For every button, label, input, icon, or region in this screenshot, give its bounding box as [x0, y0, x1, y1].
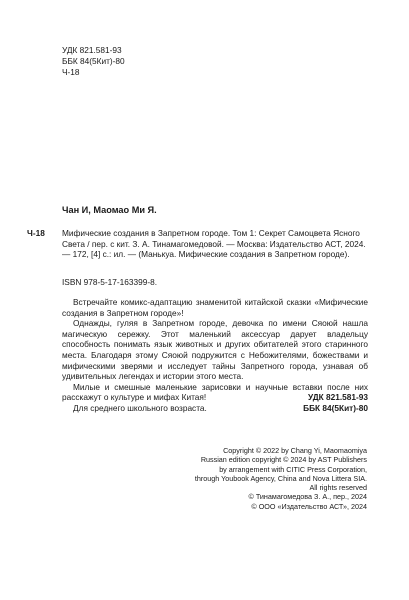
letter-code: Ч-18: [27, 228, 45, 238]
annotation-paragraph: Однажды, гуляя в Запретном городе, девочка по имени Сяоюй нашла магическую сережку. Этот маленький аксессуар дарует владельцу способность понимать язык животных и других обитателей этого старинного места. Благодаря этому Сяоюй подружится с Небожителями, божествами и мифическими зверями и исследует тайны Запретного города, узнавая об удивительных легендах и истории этого места.: [62, 318, 368, 382]
udk-code: УДК 821.581-93: [62, 45, 122, 55]
author-line: Чан И, Маомао Ми Я.: [62, 205, 157, 215]
annotation-paragraph: Для среднего школьного возраста.: [73, 402, 207, 413]
isbn: ISBN 978-5-17-163399-8.: [62, 277, 158, 287]
copyright-line: through Youbook Agency, China and Nova Littera SIA.: [194, 473, 367, 483]
udk-code-bottom: УДК 821.581-93: [307, 392, 368, 402]
copyright-line: All rights reserved: [309, 483, 367, 493]
bbk-code: ББК 84(5Кит)-80: [62, 56, 125, 66]
copyright-line: Russian edition copyright © 2024 by AST Publishers: [200, 455, 367, 465]
bibliographic-record: Мифические создания в Запретном городе. Том 1: Секрет Самоцвета Ясного Света / пер. с кит. З. А. Тинамагомедовой. — Москва: Издательство АСТ, 2024. — 172, [4] с.: ил. — (Манькуа. Мифические создания в Запретном городе).: [62, 228, 366, 260]
bottom-classification-codes: [303, 392, 368, 414]
annotation-paragraph: Встречайте комикс-адаптацию знаменитой китайской сказки «Мифические создания в Запретном городе»!: [62, 297, 368, 318]
annotation-paragraph: Милые и смешные маленькие зарисовки и научные вставки после них расскажут о культуре и мифах Китая!: [62, 381, 368, 403]
top-classification-codes: [62, 45, 125, 78]
bbk-code-bottom: ББК 84(5Кит)-80: [303, 403, 368, 413]
copyright-block: [127, 446, 367, 511]
copyright-line: © Тинамагомедова З. А., пер., 2024: [248, 492, 367, 502]
copyright-line: Copyright © 2022 by Chang Yi, Maomaomiya: [223, 446, 367, 455]
copyright-line: by arrangement with CITIC Press Corporation,: [219, 464, 367, 474]
copyright-line: © ООО «Издательство АСТ», 2024: [251, 501, 367, 511]
author-sign: Ч-18: [62, 67, 80, 77]
